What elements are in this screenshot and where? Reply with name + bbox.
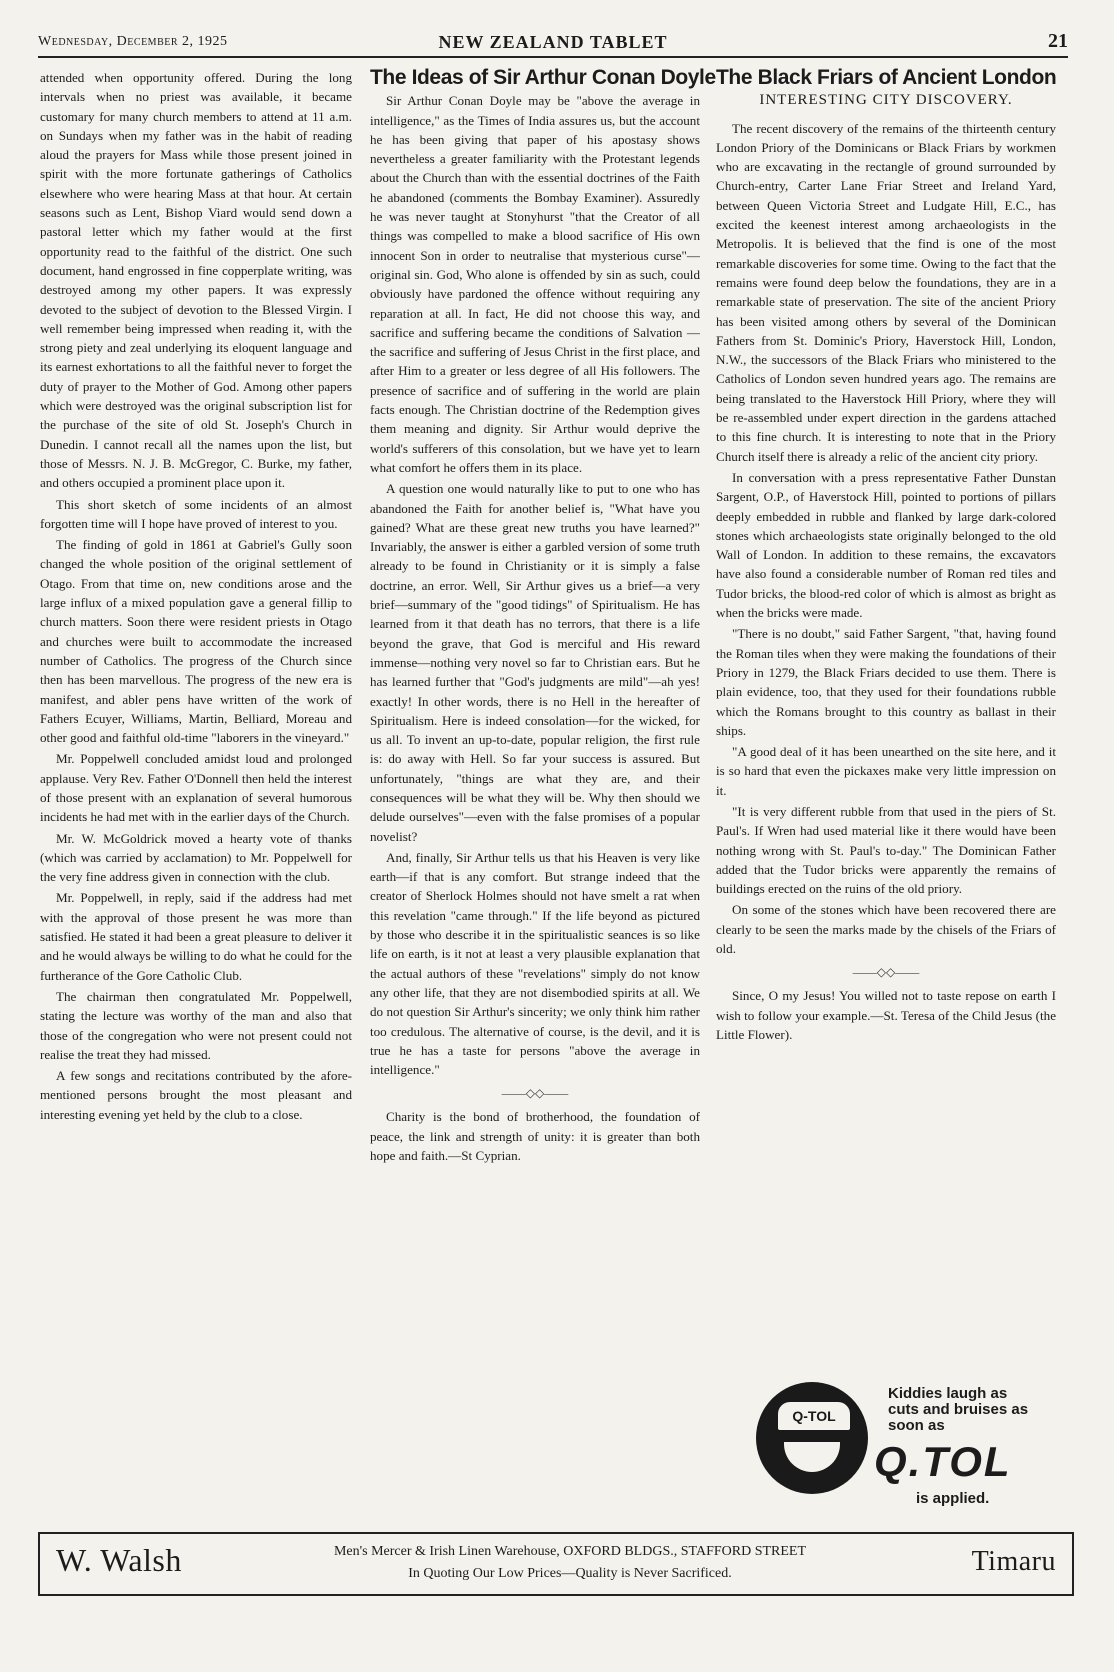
article-paragraph: This short sketch of some incidents of an almost forgotten time will I hope have proved of interest to you. bbox=[40, 496, 352, 531]
walsh-line-1: Men's Mercer & Irish Linen Warehouse, OXFORD BLDGS., STAFFORD STREET bbox=[333, 1544, 807, 1559]
article-headline: The Ideas of Sir Arthur Conan Doyle bbox=[370, 66, 716, 89]
quote-paragraph: Since, O my Jesus! You willed not to taste repose on earth I wish to follow your example.—St. Teresa of the Child Jesus (the Little Flower). bbox=[716, 988, 1056, 1042]
article-paragraph: attended when opportunity offered. During the long intervals when no priest was available, it became customary for many church members to attend at 11 a.m. on Sundays when my father was in the habit of reading aloud the prayers for Mass while those present joined in spirit with the more fortunate gatherings of Catholics elsewhere who were hearing Mass at that hour. At certain seasons such as Lent, Bishop Viard would send down a pastoral letter which my father would at the first opportunity read to the faithful of the district. One such document, hand engrossed in fine copperplate writing, was destroyed among my other papers. It was expressly devoted to the subject of devotion to the Blessed Virgin. I well remember being impressed when reading it, with the strong piety and zeal underlying its eloquent language and its earnest exhortations to all the faithful never to forget the duty of prayer to the Mother of God. Among other papers which were destroyed was the original subscription list for the purchase of the site of old St. Joseph's Church in Dunedin. I cannot recall all the names upon the list, but those of Messrs. N. J. B. McGregor, C. Burke, my father, and others occupied a prominent place upon it. bbox=[40, 70, 352, 491]
article-paragraph: Mr. Poppelwell, in reply, said if the address had met with the approval of those present he was more than satisfied. He stated it had been a great pleasure to deliver it and he would always be willing to do what he could for the furtherance of the Gore Catholic Club. bbox=[40, 890, 352, 983]
article-headline: The Black Friars of Ancient London bbox=[716, 66, 1057, 89]
page-number: 21 bbox=[1048, 30, 1068, 52]
column-1-continued-article bbox=[40, 68, 352, 1126]
column-3-black-friars-article bbox=[716, 68, 1056, 1046]
masthead bbox=[38, 30, 1068, 58]
article-paragraph: "It is very different rubble from that used in the piers of St. Paul's. If Wren had used material like it there would have been nothing wrong with St. Paul's to-day." The Dominican Father added that the Tudor bricks were apparently the remains of buildings erected on the ruins of the old priory. bbox=[716, 803, 1056, 897]
article-paragraph: Sir Arthur Conan Doyle may be "above the average in intelligence," as the Times of India assures us, but the account he has been giving that paper of his apostasy shows nevertheless a greater familiarity with the Protestant legends about the Church than with the essential doctrines of the Faith he abandoned (comments the Bombay Examiner). Assuredly he was never taught at Stonyhurst "that the Creator of all things was compelled to make a blood sacrifice of His own innocent Son in order to neutralise that mysterious curse"—original sin. God, Who alone is offended by sin as such, could obviously have pardoned the offence without requiring any reparation at all. In fact, He did not choose this way, and sacrifice and suffering became the conditions of Salvation —the sacrifice and suffering of Jesus Christ in the first place, and after Him to a greater or less degree of all His followers. The presence of sacrifice and of suffering in the world are plain facts enough. The Christian doctrine of the Redemption gives them meaning and dignity. Sir Arthur would deprive the world's sufferers of this consolation, but we have yet to learn what comfort he offers them in its place. bbox=[370, 93, 700, 475]
article-paragraph: The chairman then congratulated Mr. Poppelwell, stating the lecture was worthy of the man and also that those of the congregation who were not present could not realise the treat they had missed. bbox=[40, 988, 352, 1062]
article-paragraph: A few songs and recitations contributed by the afore-mentioned persons brought the most pleasant and interesting evening yet held by the club to a close. bbox=[40, 1068, 352, 1122]
section-divider: ——◇◇—— bbox=[501, 1086, 569, 1101]
article-paragraph: "A good deal of it has been unearthed on the site here, and it is so hard that even the pickaxes make very little impression on it. bbox=[716, 744, 1056, 798]
issue-date: Wednesday, December 2, 1925 bbox=[38, 34, 228, 49]
article-subhead: INTERESTING CITY DISCOVERY. bbox=[759, 92, 1013, 109]
newspaper-title: NEW ZEALAND TABLET bbox=[438, 32, 668, 52]
article-paragraph: "There is no doubt," said Father Sargent, "that, having found the Roman tiles when they were making the foundations of their Priory in 1279, the Black Friars decided to use them. There is plain evidence, too, that they used for their foundations rubble which the Romans brought to this country as ballast in their ships. bbox=[716, 626, 1056, 738]
article-paragraph: In conversation with a press representative Father Dunstan Sargent, O.P., of Haverstock Hill, pointed to portions of pillars deeply embedded in rubble and flanked by large dark-colored stones which archaeologists state originally belonged to the old Wall of London. In addition to these remains, the excavators have also found a considerable number of Roman red tiles and Tudor bricks, the blood-red color of which is almost as bright as when the bricks were made. bbox=[716, 469, 1056, 621]
column-2-conan-doyle-article bbox=[370, 66, 716, 1167]
article-paragraph: The finding of gold in 1861 at Gabriel's Gully soon changed the whole position of the original settlement of Otago. From that time on, new conditions arose and the large influx of a mixed population gave a general fillip to church matters. Soon there were resident priests in Otago and churches were built to accommodate the increased number of Catholics. The progress of the Church since then has been marvellous. The progress of the new era is manifest, and abler pens have written of the work of Fathers Ecuyer, Williams, Martin, Belliard, Moreau and other good and faithful old-time "laborers in the vineyard." bbox=[40, 537, 352, 746]
walsh-town: Timaru bbox=[971, 1546, 1056, 1577]
qtol-advertisement bbox=[756, 1378, 1056, 1518]
qtol-mascot-face-icon bbox=[756, 1382, 868, 1494]
section-divider: ——◇◇—— bbox=[852, 965, 920, 980]
article-paragraph: Mr. W. McGoldrick moved a hearty vote of thanks (which was carried by acclamation) to Mr. Poppelwell for the very fine address given in connection with the club. bbox=[40, 830, 352, 885]
article-paragraph: A question one would naturally like to put to one who has abandoned the Faith for another belief is, "What have you gained? What are these great new truths you have learned?" Invariably, the answer is either a garbled version of some truth already to be found in Christianity or it is simply a false doctrine, an error. Well, Sir Arthur gives us a brief—a very brief—summary of the "good tidings" of Spiritualism. He has learned from it that death has no terrors, that there is a life beyond the grave, that God is merciful and His reward immense—nothing very novel so far to Christian ears. But he has learned further that "God's judgments are mild"—ah yes! exactly! In other words, there is no Hell in the hereafter of Spiritualism. Here is indeed consolation—for the wicked, for us all. To invent an up-to-date, popular religion, the first rule is: do away with Hell. So far your success is assured. But unfortunately, "things are what they are, and their consequences will be what they will be. Why then should we delude ourselves"—even with the false promises of a popular novelist? bbox=[370, 481, 700, 844]
quote-paragraph: Charity is the bond of brotherhood, the foundation of peace, the link and strength of unity: it is greater than both hope and faith.—St Cyprian. bbox=[370, 1109, 700, 1164]
qtol-applied-text: is applied. bbox=[916, 1490, 990, 1507]
article-paragraph: Mr. Poppelwell concluded amidst loud and prolonged applause. Very Rev. Father O'Donnell then held the interest of those present with an explanation of several humorous incidents he had met with in the earlier days of the Church. bbox=[40, 751, 352, 825]
article-paragraph: The recent discovery of the remains of the thirteenth century London Priory of the Dominicans or Black Friars by workmen who are excavating in the rectangle of ground surrounded by Church-entry, Carter Lane Friar Street and Ireland Yard, between Queen Victoria Street and Ludgate Hill, E.C., has excited the keenest interest among archaeologists in the Metropolis. It is believed that the find is one of the most remarkable discoveries for some time. Owing to the fact that the remains were found deep below the foundations, they are in a remarkable state of preservation. The site of the ancient Priory has been visited among others by several of the Dominican Fathers from St. Dominic's Priory, Haverstock Hill, London, N.W., the successors of the Black Friars who ministered to the Catholics of London seven hundred years ago. The remains are being translated to the Haverstock Hill Priory, where they will be re-assembled under expert direction in the gardens attached to this fine church. It is interesting to note that in the Priory Church itself there is already a relic of the ancient city priory. bbox=[716, 120, 1056, 464]
walsh-name: W. Walsh bbox=[56, 1542, 182, 1578]
mascot-cap-label: Q-TOL bbox=[776, 1400, 852, 1432]
qtol-brand-name: Q.TOL bbox=[874, 1438, 1012, 1485]
qtol-tagline: Kiddies laugh as cuts and bruises as soon as bbox=[888, 1385, 1029, 1434]
article-paragraph: And, finally, Sir Arthur tells us that his Heaven is very like earth—if that is any comfort. But strange indeed that the creator of Sherlock Holmes should not have smelt a rat when this revelation "came through." If the life beyond as pictured by those who describe it in the spiritualistic seances is so like life on earth, is it not at least a very plausible explanation that the actual authors of these "revelations" simply do not know any other life, that they are not disembodied spirits at all. We do not question Sir Arthur's sincerity; we only think him rather too credulous. The alternative of course, is the devil, and it is true he has a taste for persons "above the average in intelligence." bbox=[370, 849, 700, 1078]
walsh-advertisement bbox=[38, 1532, 1074, 1596]
article-paragraph: On some of the stones which have been recovered there are clearly to be seen the marks made by the chisels of the Friars of old. bbox=[716, 902, 1056, 957]
mascot-mouth-icon bbox=[784, 1442, 840, 1472]
walsh-line-2: In Quoting Our Low Prices—Quality is Never Sacrificed. bbox=[408, 1566, 732, 1581]
